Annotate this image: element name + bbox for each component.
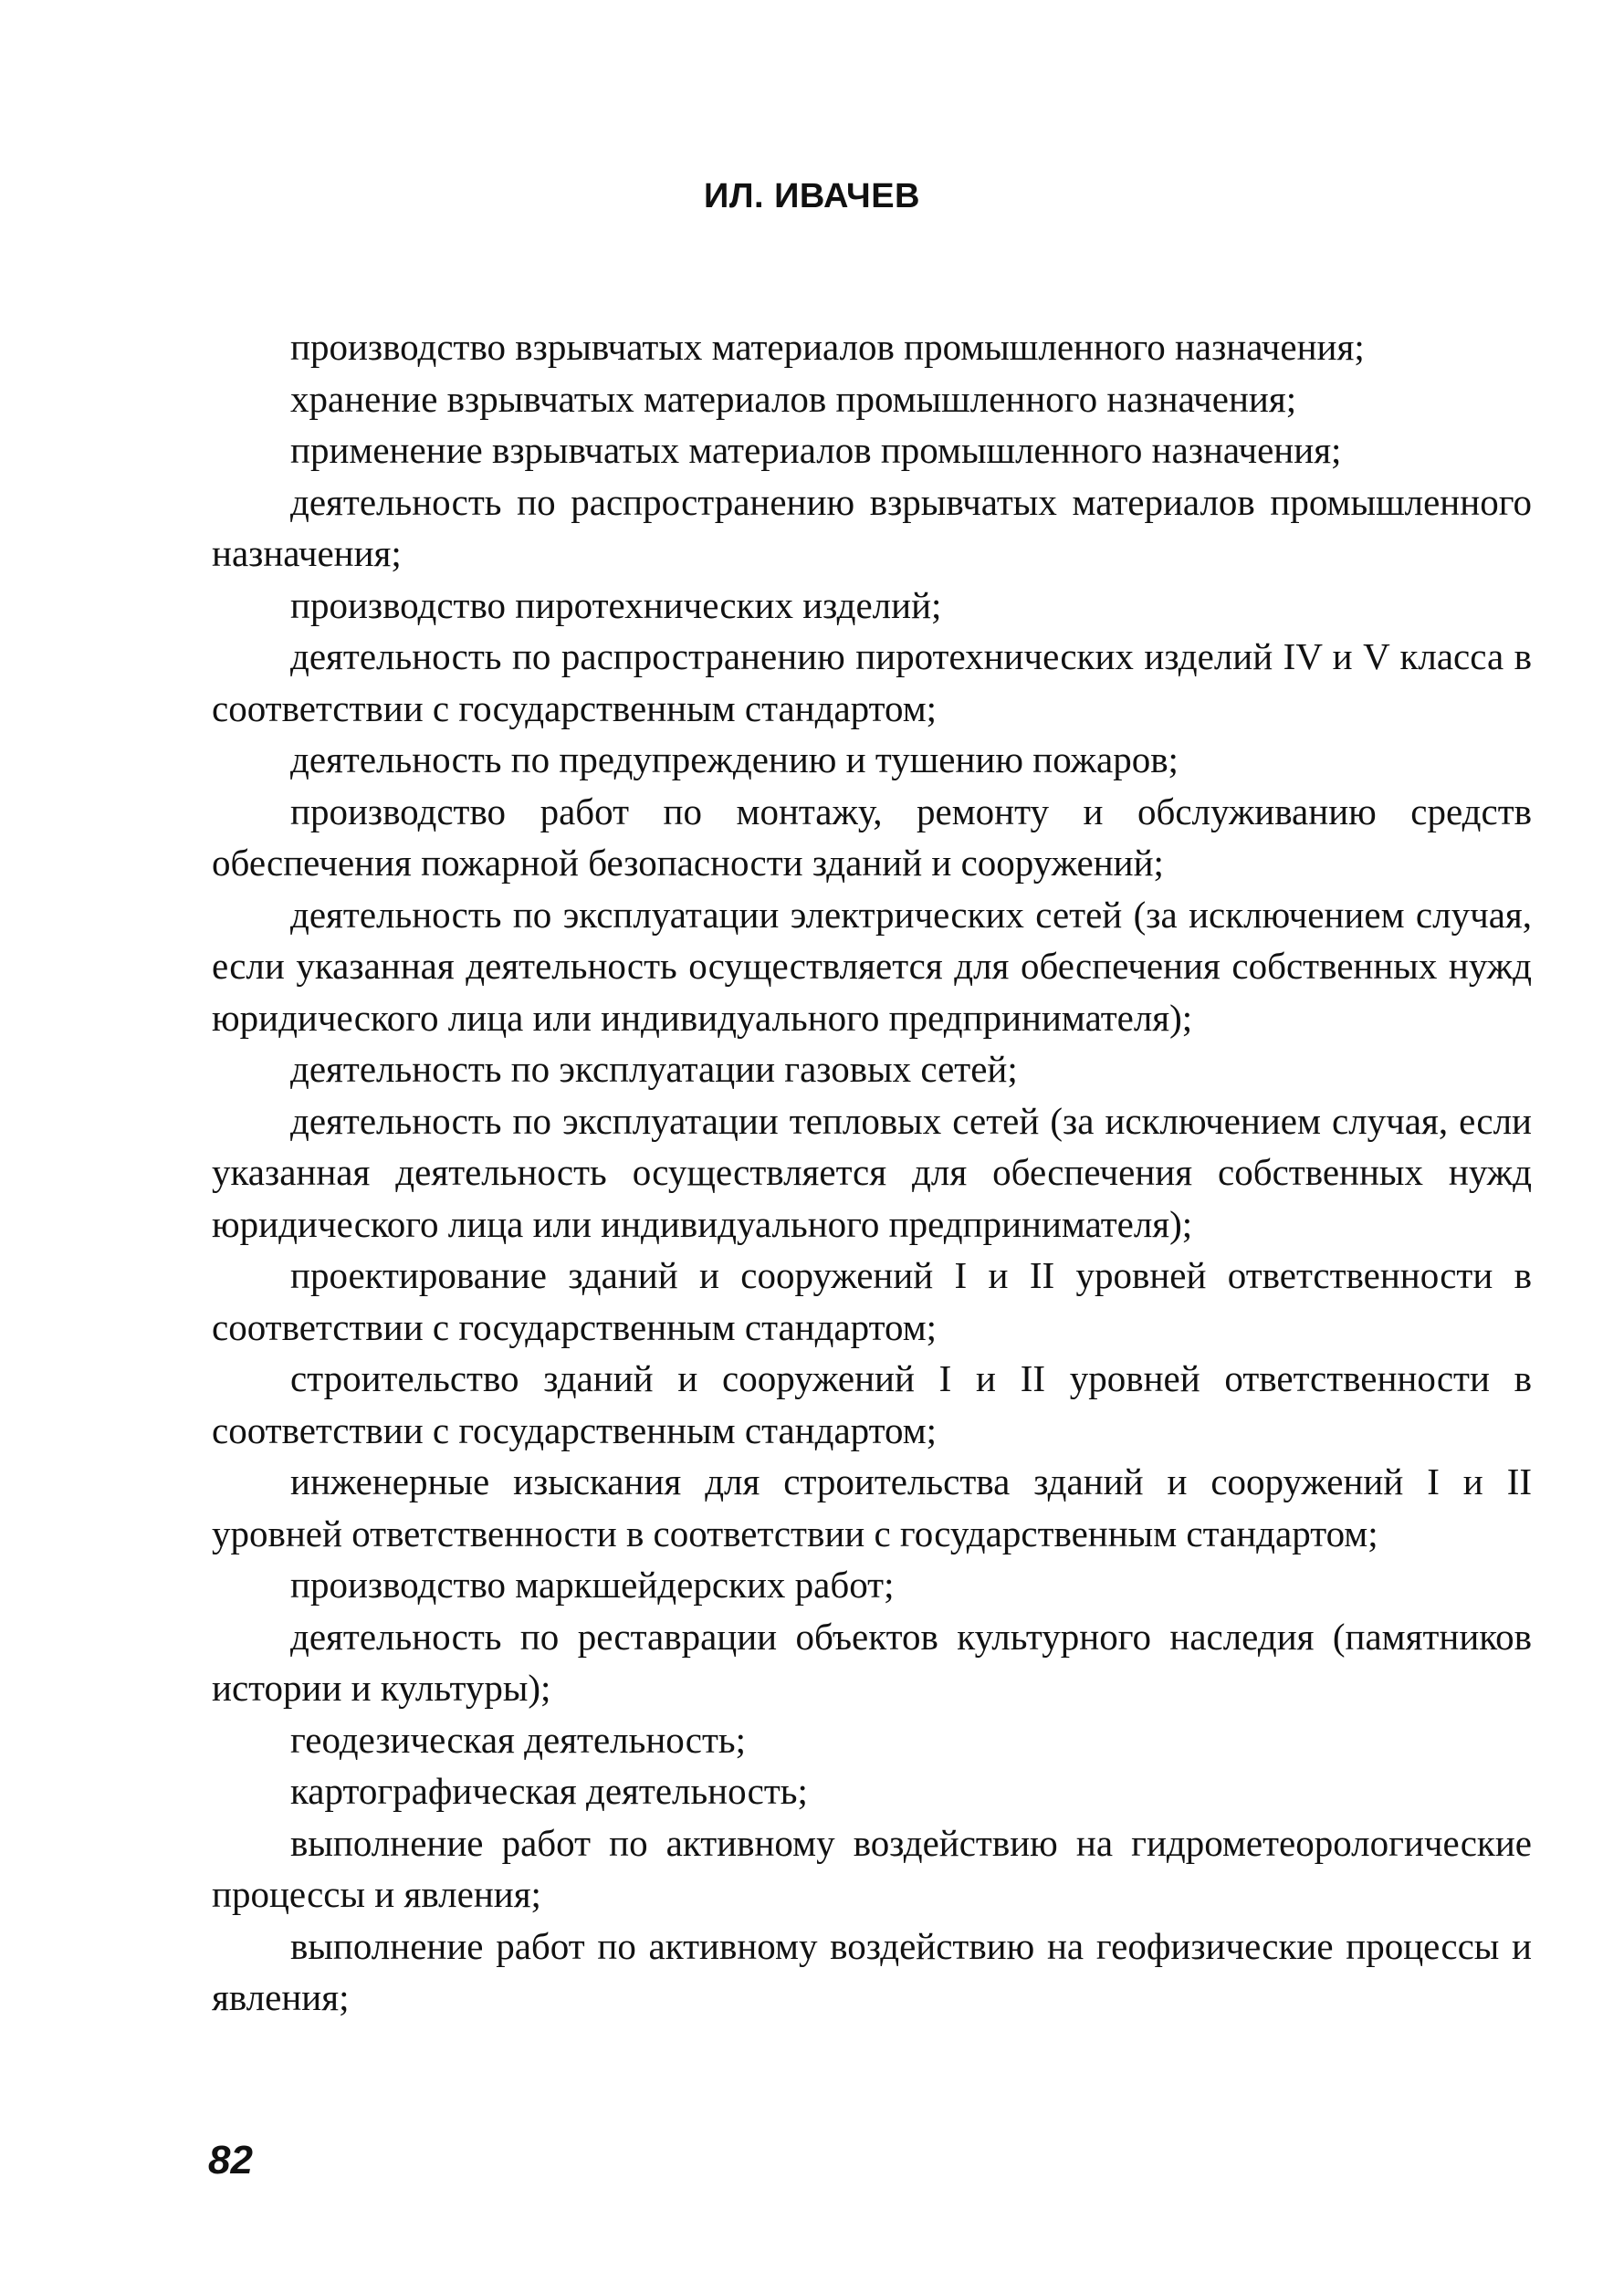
body-text	[212, 321, 1532, 2024]
list-item: проектирование зданий и сооружений I и II уровней ответственности в соответствии с государственным стандартом;	[212, 1254, 1532, 1348]
list-item: инженерные изыскания для строительства зданий и сооружений I и II уровней ответственности в соответствии с государственным стандартом;	[212, 1460, 1532, 1554]
list-item: выполнение работ по активному воздействию на гидрометеорологические процессы и явления;	[212, 1821, 1532, 1915]
list-item: геодезическая деятельность;	[290, 1718, 746, 1761]
list-item: производство пиротехнических изделий;	[290, 583, 942, 626]
list-item: производство работ по монтажу, ремонту и обслуживанию средств обеспечения пожарной безопасности зданий и сооружений;	[212, 790, 1532, 884]
list-item: деятельность по реставрации объектов культурного наследия (памятников истории и культуры);	[212, 1615, 1532, 1709]
list-item: производство взрывчатых материалов промышленного назначения;	[290, 326, 1365, 368]
list-item: картографическая деятельность;	[290, 1770, 808, 1812]
list-item: строительство зданий и сооружений I и II уровней ответственности в соответствии с государственным стандартом;	[212, 1357, 1532, 1451]
list-item: применение взрывчатых материалов промышленного назначения;	[290, 429, 1342, 471]
list-item: деятельность по эксплуатации электрических сетей (за исключением случая, если указанная деятельность осуществляется для обеспечения собственных нужд юридического лица или индивидуального предпринимателя);	[212, 893, 1532, 1039]
list-item: деятельность по эксплуатации газовых сетей;	[290, 1048, 1018, 1090]
list-item: хранение взрывчатых материалов промышленного назначения;	[290, 377, 1297, 420]
page-number: 82	[208, 2138, 253, 2183]
list-item: производство маркшейдерских работ;	[290, 1564, 895, 1606]
list-item: деятельность по эксплуатации тепловых сетей (за исключением случая, если указанная деятельность осуществляется для обеспечения собственных нужд юридического лица или индивидуального предпринимателя);	[212, 1099, 1532, 1245]
list-item: выполнение работ по активному воздействию на геофизические процессы и явления;	[212, 1924, 1532, 2018]
list-item: деятельность по предупреждению и тушению пожаров;	[290, 738, 1179, 780]
list-item: деятельность по распространению пиротехнических изделий IV и V класса в соответствии с государственным стандартом;	[212, 635, 1532, 729]
running-head: ИЛ. ИВАЧЕВ	[704, 177, 920, 215]
list-item: деятельность по распространению взрывчатых материалов промышленного назначения;	[212, 480, 1532, 574]
